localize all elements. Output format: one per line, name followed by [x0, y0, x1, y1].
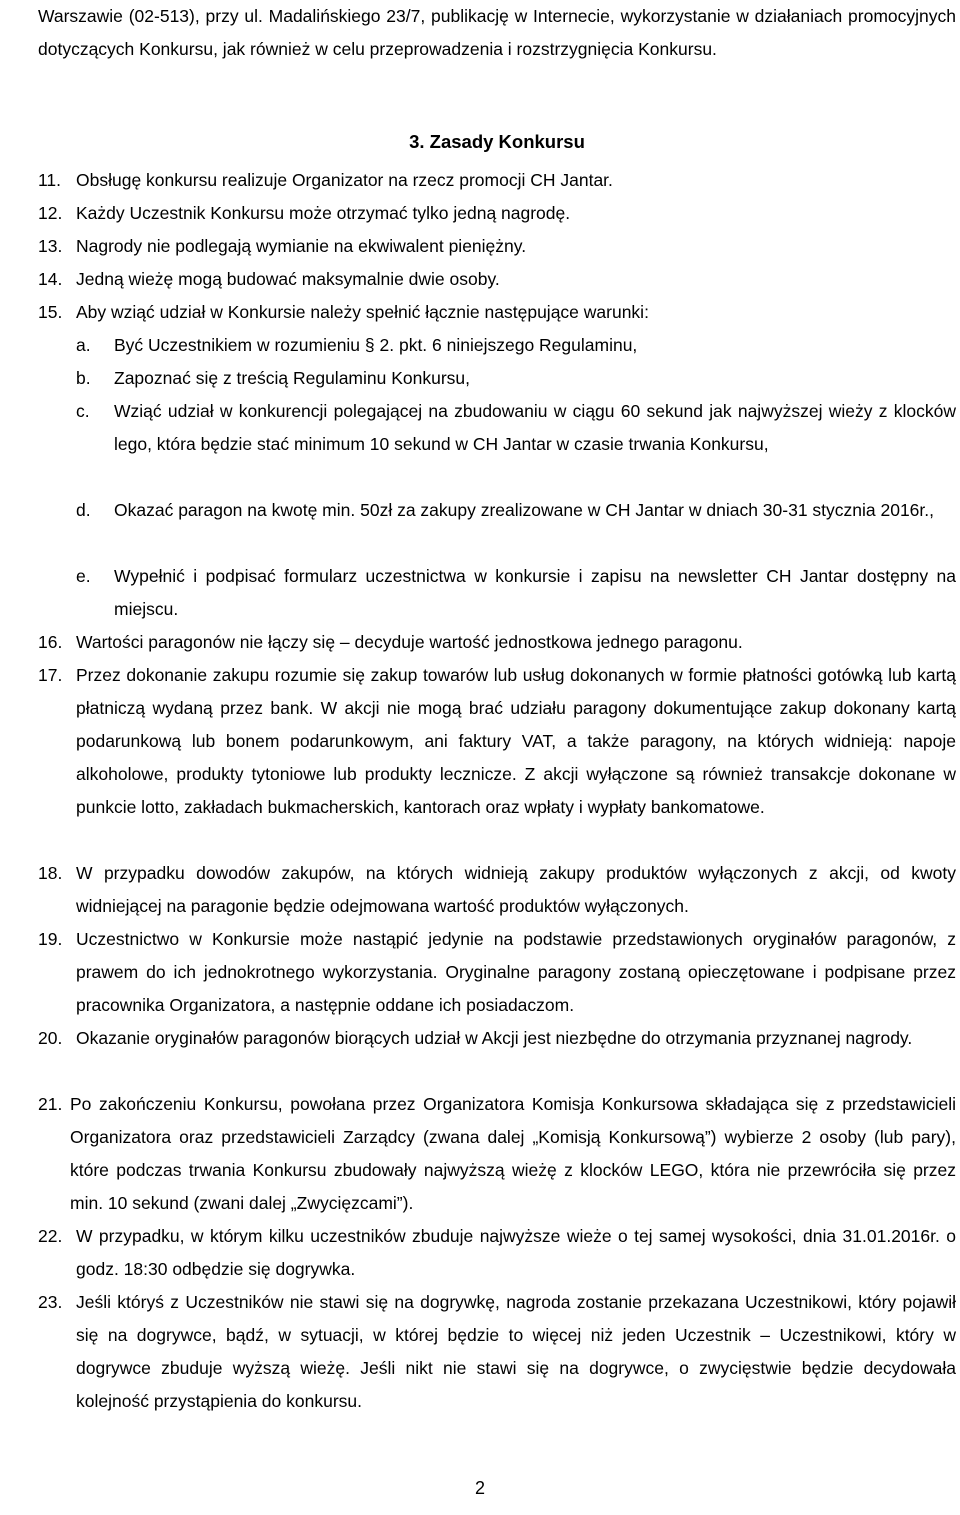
item-text: Uczestnictwo w Konkursie może nastąpić jedynie na podstawie przedstawionych oryginałów paragonów, z prawem do ich jednokrotnego wykorzystania. Oryginalne paragony zostaną opieczętowane i podpisane przez pracownika Organizatora, a następnie oddane ich posiadaczom. [76, 929, 956, 1015]
condition-text: Wypełnić i podpisać formularz uczestnictwa w konkursie i zapisu na newsletter CH Jantar dostępny na miejscu. [114, 566, 956, 619]
condition-item [76, 362, 956, 395]
list-item [38, 626, 956, 659]
item-text: Wartości paragonów nie łączy się – decyduje wartość jednostkowa jednego paragonu. [76, 632, 743, 652]
condition-item [76, 329, 956, 362]
item-number: 15. [38, 302, 63, 322]
item-number: 12. [38, 203, 63, 223]
item-number: 14. [38, 269, 63, 289]
condition-text: Okazać paragon na kwotę min. 50zł za zakupy zrealizowane w CH Jantar w dniach 30-31 stycznia 2016r., [114, 500, 935, 520]
intro-paragraph: Warszawie (02-513), przy ul. Madalińskiego 23/7, publikację w Internecie, wykorzystanie w działaniach promocyjnych dotyczących Konkursu, jak również w celu przeprowadzenia i rozstrzygnięcia Konkursu. [38, 6, 956, 59]
list-item [38, 230, 956, 263]
item-text: Okazanie oryginałów paragonów biorących udział w Akcji jest niezbędne do otrzymania przyznanej nagrody. [76, 1028, 913, 1048]
item-number: 19. [38, 929, 63, 949]
list-item [38, 296, 956, 329]
item-text: Każdy Uczestnik Konkursu może otrzymać tylko jedną nagrodę. [76, 203, 571, 223]
item-number: 21. [38, 1094, 63, 1114]
item-number: 11. [38, 170, 62, 190]
item-number: 22. [38, 1226, 63, 1246]
list-item [38, 1022, 956, 1055]
item-number: 13. [38, 236, 63, 256]
item-number: 18. [38, 863, 63, 883]
list-item [38, 1286, 956, 1418]
document-page [38, 0, 956, 1515]
item-text: Jeśli któryś z Uczestników nie stawi się na dogrywkę, nagroda zostanie przekazana Uczestnikowi, który pojawił się na dogrywce, bądź, w sytuacji, w której będzie to więcej niż jeden Uczestnik – Uczestnikowi, który w dogrywce zbuduje wyższą wieżę. Jeśli nikt nie stawi się na dogrywce, o zwycięstwie będzie decydowała kolejność przystąpienia do konkursu. [76, 1292, 956, 1411]
item-number: 20. [38, 1028, 63, 1048]
condition-letter: a. [76, 335, 91, 355]
list-item [38, 1088, 956, 1220]
item-number: 23. [38, 1292, 63, 1312]
item-text: Jedną wieżę mogą budować maksymalnie dwie osoby. [76, 269, 500, 289]
list-item [38, 857, 956, 923]
item-text: W przypadku dowodów zakupów, na których widnieją zakupy produktów wyłączonych z akcji, od kwoty widniejącej na paragonie będzie odejmowana wartość produktów wyłączonych. [76, 863, 956, 916]
list-item [38, 1220, 956, 1286]
item-number: 16. [38, 632, 63, 652]
item-text: Obsługę konkursu realizuje Organizator na rzecz promocji CH Jantar. [76, 170, 613, 190]
item-text: W przypadku, w którym kilku uczestników zbuduje najwyższe wieże o tej samej wysokości, dnia 31.01.2016r. o godz. 18:30 odbędzie się dogrywka. [76, 1226, 956, 1279]
item-text: Po zakończeniu Konkursu, powołana przez Organizatora Komisja Konkursowa składająca się z przedstawicieli Organizatora oraz przedstawicieli Zarządcy (zwana dalej „Komisją Konkursową”) wybierze 2 osoby (lub pary), które podczas trwania Konkursu zbudowały najwyższą wieżę z klocków LEGO, która nie przewróciła się przez min. 10 sekund (zwani dalej „Zwycięzcami”). [70, 1094, 956, 1213]
section-heading: 3. Zasady Konkursu [409, 131, 585, 152]
condition-text: Wziąć udział w konkurencji polegającej na zbudowaniu w ciągu 60 sekund jak najwyższej wieży z klocków lego, która będzie stać minimum 10 sekund w CH Jantar w czasie trwania Konkursu, [114, 401, 956, 454]
item-number: 17. [38, 665, 63, 685]
item-text: Aby wziąć udział w Konkursie należy spełnić łącznie następujące warunki: [76, 302, 649, 322]
condition-text: Być Uczestnikiem w rozumieniu § 2. pkt. 6 niniejszego Regulaminu, [114, 335, 638, 355]
condition-letter: e. [76, 566, 91, 586]
item-text: Przez dokonanie zakupu rozumie się zakup towarów lub usług dokonanych w formie płatności gotówką lub kartą płatniczą wydaną przez bank. W akcji nie mogą brać udziału paragony dokumentujące zakup dokonany kartą podarunkową lub bonem podarunkowym, ani faktury VAT, a także paragony, na których widnieją: napoje alkoholowe, produkty tytoniowe lub produkty lecznicze. Z akcji wyłączone są również transakcje dokonane w punkcie lotto, zakładach bukmacherskich, kantorach oraz wpłaty i wypłaty bankomatowe. [76, 665, 956, 817]
list-item [38, 263, 956, 296]
condition-item [76, 494, 956, 527]
condition-item [76, 395, 956, 461]
list-item [38, 164, 956, 197]
list-item [38, 923, 956, 1022]
condition-item [76, 560, 956, 626]
list-item [38, 197, 956, 230]
list-item [38, 659, 956, 824]
condition-letter: d. [76, 500, 91, 520]
item-text: Nagrody nie podlegają wymianie na ekwiwalent pieniężny. [76, 236, 527, 256]
page-number: 2 [474, 1478, 485, 1498]
condition-text: Zapoznać się z treścią Regulaminu Konkursu, [114, 368, 471, 388]
condition-letter: c. [76, 401, 90, 421]
condition-letter: b. [76, 368, 91, 388]
